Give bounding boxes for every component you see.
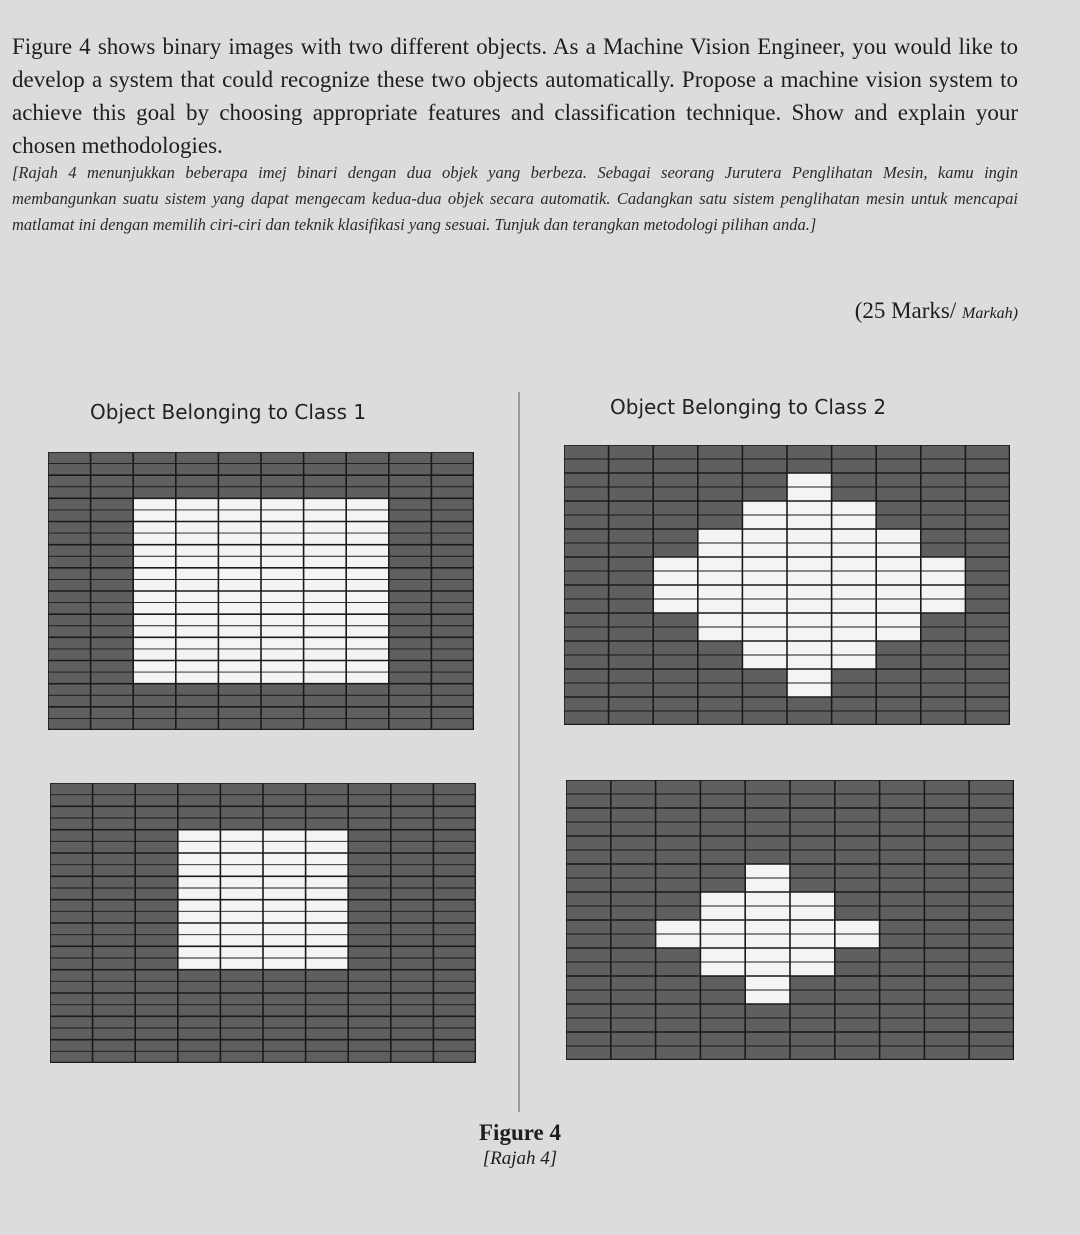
marks-malay: Markah) — [962, 305, 1018, 322]
figure-caption — [440, 1120, 600, 1170]
grid-class2-small-cross — [566, 780, 1014, 1060]
class1-label: Object Belonging to Class 1 — [90, 400, 367, 424]
class2-label: Object Belonging to Class 2 — [610, 395, 887, 419]
marks-english: (25 Marks/ — [854, 298, 957, 323]
binary-image-class1-large — [48, 452, 474, 730]
figure-divider — [518, 392, 520, 1112]
question-text-english: Figure 4 shows binary images with two different objects. As a Machine Vision Engineer, you would like to develop a system that could recognize these two objects automatically. Propose a machine vision system to achieve this goal by choosing appropriate features and classification technique. Show and explain your chosen methodologies. — [12, 34, 1018, 158]
binary-image-class2-small — [566, 780, 1014, 1060]
grid-class1-large-square — [48, 452, 474, 730]
binary-image-class1-small — [50, 783, 476, 1063]
marks-label — [855, 298, 1018, 324]
question-text-malay: [Rajah 4 menunjukkan beberapa imej binari dengan dua objek yang berbeza. Sebagai seorang Jurutera Penglihatan Mesin, kamu ingin membangunkan suatu sistem yang dapat mengecam kedua-dua objek secara automatik. Cadangkan satu sistem penglihatan mesin untuk mencapai matlamat ini dengan memilih ciri-ciri dan teknik klasifikasi yang sesuai. Tunjuk dan terangkan metodologi pilihan anda.] — [12, 163, 1018, 234]
grid-class1-small-square — [50, 783, 476, 1063]
binary-image-class2-large — [564, 445, 1010, 725]
figure-caption-malay: [Rajah 4] — [482, 1148, 558, 1169]
grid-class2-large-cross — [564, 445, 1010, 725]
figure-caption-english: Figure 4 — [479, 1120, 561, 1145]
